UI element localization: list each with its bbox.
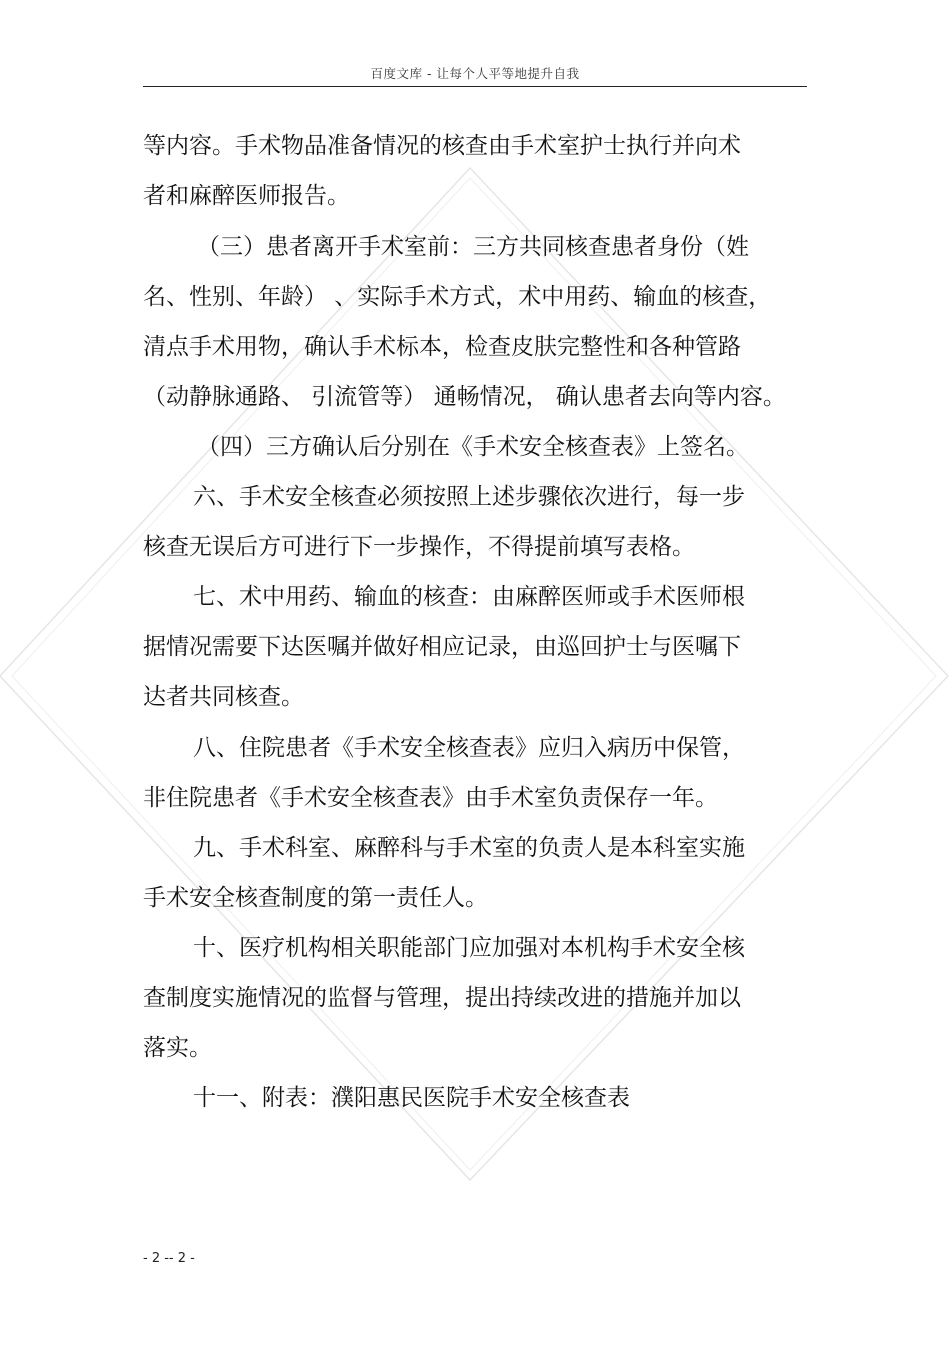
body-line: 清点手术用物，确认手术标本，检查皮肤完整性和各种管路 xyxy=(143,334,741,360)
body-line: 核查无误后方可进行下一步操作，不得提前填写表格。 xyxy=(143,534,695,560)
body-line: 据情况需要下达医嘱并做好相应记录，由巡回护士与医嘱下 xyxy=(143,634,741,660)
body-line: 落实。 xyxy=(143,1035,212,1061)
body-line: 七、术中用药、输血的核查：由麻醉医师或手术医师根 xyxy=(193,584,745,610)
body-line: 手术安全核查制度的第一责任人。 xyxy=(143,885,488,911)
body-line: 十一、附表：濮阳惠民医院手术安全核查表 xyxy=(193,1085,630,1111)
body-line: （三）患者离开手术室前：三方共同核查患者身份（姓 xyxy=(197,234,749,260)
body-line: 等内容。手术物品准备情况的核查由手术室护士执行并向术 xyxy=(143,133,741,159)
body-line: 六、手术安全核查必须按照上述步骤依次进行，每一步 xyxy=(193,484,745,510)
header-divider xyxy=(143,86,807,87)
body-line: 者和麻醉医师报告。 xyxy=(143,183,350,209)
body-line: 九、手术科室、麻醉科与手术室的负责人是本科室实施 xyxy=(193,835,745,861)
body-line: 八、住院患者《手术安全核查表》应归入病历中保管， xyxy=(193,735,745,761)
body-line: 名、性别、年龄） 、实际手术方式，术中用药、输血的核查， xyxy=(143,284,772,310)
page-number: - 2 -- 2 - xyxy=(143,1251,195,1266)
page-header: 百度文库 - 让每个人平等地提升自我 xyxy=(370,66,580,81)
body-line: （四）三方确认后分别在《手术安全核查表》上签名。 xyxy=(197,434,749,460)
body-line: （动静脉通路、 引流管等） 通畅情况， 确认患者去向等内容。 xyxy=(143,384,786,410)
body-line: 十、医疗机构相关职能部门应加强对本机构手术安全核 xyxy=(193,935,745,961)
body-line: 非住院患者《手术安全核查表》由手术室负责保存一年。 xyxy=(143,785,718,811)
body-line: 查制度实施情况的监督与管理，提出持续改进的措施并加以 xyxy=(143,985,741,1011)
body-line: 达者共同核查。 xyxy=(143,684,304,710)
